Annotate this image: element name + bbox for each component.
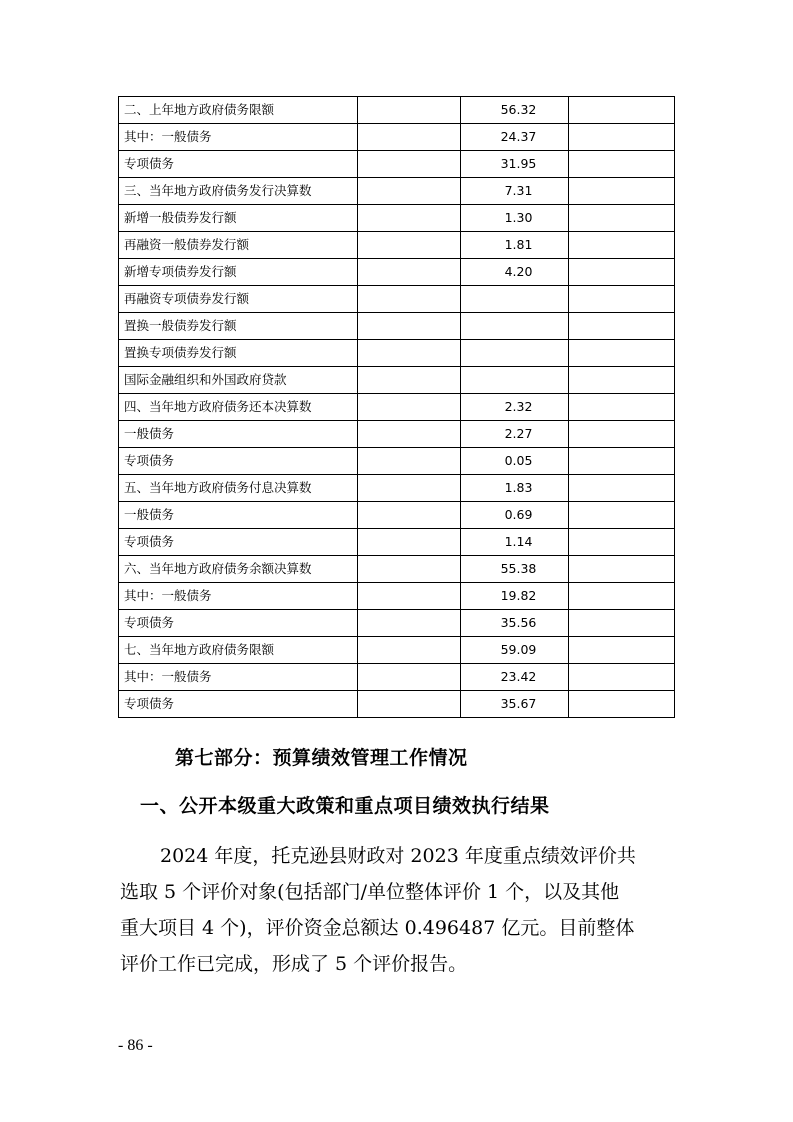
empty-cell [569,340,675,367]
row-value: 1.14 [461,529,569,556]
row-label: 再融资一般债券发行额 [119,232,358,259]
table-row [119,691,675,718]
table-row [119,286,675,313]
empty-cell [569,475,675,502]
row-value: 19.82 [461,583,569,610]
empty-cell [358,151,461,178]
empty-cell [358,367,461,394]
row-label: 七、当年地方政府债务限额 [119,637,358,664]
row-value: 2.32 [461,394,569,421]
row-label: 专项债务 [119,448,358,475]
table-row [119,421,675,448]
empty-cell [358,259,461,286]
row-label: 专项债务 [119,691,358,718]
row-label: 其中：一般债务 [119,583,358,610]
paragraph-line: 重大项目 4 个)，评价资金总额达 0.496487 亿元。目前整体 [120,917,635,939]
empty-cell [569,529,675,556]
table-row [119,313,675,340]
row-label: 三、当年地方政府债务发行决算数 [119,178,358,205]
row-label: 置换专项债券发行额 [119,340,358,367]
row-value: 0.69 [461,502,569,529]
row-value: 2.27 [461,421,569,448]
table-row [119,124,675,151]
empty-cell [358,475,461,502]
row-label: 其中：一般债务 [119,124,358,151]
row-value: 1.81 [461,232,569,259]
empty-cell [569,151,675,178]
empty-cell [358,97,461,124]
sub-title: 一、公开本级重大政策和重点项目绩效执行结果 [140,795,550,817]
row-label: 新增一般债券发行额 [119,205,358,232]
empty-cell [358,340,461,367]
empty-cell [358,178,461,205]
empty-cell [569,556,675,583]
empty-cell [358,637,461,664]
row-value: 35.67 [461,691,569,718]
row-label: 再融资专项债券发行额 [119,286,358,313]
table-row [119,475,675,502]
empty-cell [569,610,675,637]
empty-cell [358,124,461,151]
row-label: 二、上年地方政府债务限额 [119,97,358,124]
empty-cell [358,286,461,313]
empty-cell [358,583,461,610]
empty-cell [569,313,675,340]
table-row [119,583,675,610]
table-row [119,448,675,475]
paragraph-line: 2024 年度，托克逊县财政对 2023 年度重点绩效评价共 [160,845,636,867]
row-label: 四、当年地方政府债务还本决算数 [119,394,358,421]
table-row [119,97,675,124]
page-number: - 86 - [118,1037,153,1054]
row-value: 1.83 [461,475,569,502]
row-label: 新增专项债券发行额 [119,259,358,286]
empty-cell [358,232,461,259]
row-value: 31.95 [461,151,569,178]
row-value [461,313,569,340]
row-label: 专项债务 [119,610,358,637]
empty-cell [358,529,461,556]
empty-cell [569,394,675,421]
row-label: 一般债务 [119,421,358,448]
table-row [119,178,675,205]
row-value: 7.31 [461,178,569,205]
empty-cell [569,97,675,124]
empty-cell [569,502,675,529]
debt-table-body [119,97,675,718]
empty-cell [358,205,461,232]
table-row [119,664,675,691]
row-label: 一般债务 [119,502,358,529]
row-label: 置换一般债券发行额 [119,313,358,340]
paragraph-line: 评价工作已完成，形成了 5 个评价报告。 [120,953,468,975]
table-row [119,232,675,259]
empty-cell [569,178,675,205]
table-row [119,610,675,637]
empty-cell [569,286,675,313]
empty-cell [358,394,461,421]
row-label: 专项债务 [119,529,358,556]
empty-cell [569,421,675,448]
table-row [119,205,675,232]
row-value: 0.05 [461,448,569,475]
empty-cell [358,556,461,583]
table-row [119,340,675,367]
empty-cell [569,664,675,691]
row-value [461,340,569,367]
empty-cell [569,367,675,394]
section-title: 第七部分：预算绩效管理工作情况 [175,747,468,769]
row-label: 专项债务 [119,151,358,178]
row-value: 56.32 [461,97,569,124]
row-value: 55.38 [461,556,569,583]
empty-cell [358,448,461,475]
empty-cell [358,313,461,340]
table-row [119,556,675,583]
empty-cell [569,232,675,259]
table-row [119,502,675,529]
row-value [461,367,569,394]
table-row [119,529,675,556]
table-row [119,151,675,178]
row-value: 59.09 [461,637,569,664]
row-label: 五、当年地方政府债务付息决算数 [119,475,358,502]
empty-cell [358,664,461,691]
row-value: 24.37 [461,124,569,151]
empty-cell [569,205,675,232]
debt-table [118,96,675,718]
empty-cell [569,637,675,664]
row-value [461,286,569,313]
empty-cell [569,691,675,718]
row-value: 1.30 [461,205,569,232]
paragraph [120,838,675,982]
row-value: 35.56 [461,610,569,637]
empty-cell [358,502,461,529]
table-row [119,637,675,664]
empty-cell [358,691,461,718]
row-label: 国际金融组织和外国政府贷款 [119,367,358,394]
empty-cell [358,421,461,448]
empty-cell [569,583,675,610]
row-value: 4.20 [461,259,569,286]
empty-cell [569,448,675,475]
empty-cell [358,610,461,637]
table-row [119,367,675,394]
table-row [119,259,675,286]
row-label: 六、当年地方政府债务余额决算数 [119,556,358,583]
row-value: 23.42 [461,664,569,691]
table-row [119,394,675,421]
row-label: 其中：一般债务 [119,664,358,691]
empty-cell [569,124,675,151]
empty-cell [569,259,675,286]
paragraph-line: 选取 5 个评价对象(包括部门/单位整体评价 1 个，以及其他 [120,881,620,903]
